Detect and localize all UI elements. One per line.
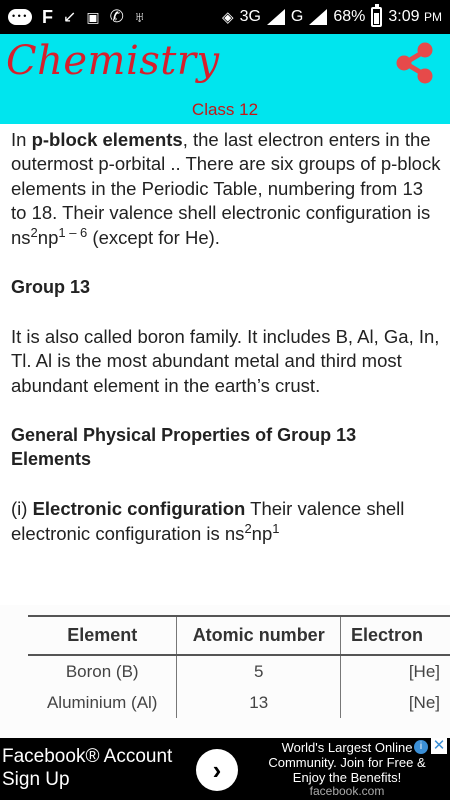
network-type: 3G (239, 8, 261, 25)
ad-info-icon[interactable]: i (414, 740, 428, 754)
column-header: Atomic number (177, 616, 341, 655)
group-13-heading: Group 13 (11, 277, 91, 298)
whatsapp-icon: ✆ (109, 7, 124, 26)
table-cell: Aluminium (Al) (46, 693, 158, 712)
table-cell: Boron (B) (65, 662, 139, 681)
share-icon[interactable] (392, 40, 438, 86)
clock: 3:09 PM (388, 8, 442, 25)
table-header-row (28, 616, 450, 655)
ad-title[interactable]: Facebook® Account Sign Up (2, 746, 173, 790)
ad-open-arrow-icon[interactable]: › (196, 749, 238, 791)
table-cell: [He] (340, 655, 450, 687)
electronic-configuration-paragraph: (i) Electronic configuration Their valence shell electronic configuration is $ns^2np^1$ (11, 498, 405, 544)
app-title: Chemistry (6, 38, 220, 84)
missed-call-icon: ↙ (63, 9, 77, 26)
element-table (28, 615, 450, 718)
battery-icon (371, 7, 382, 27)
class-label: Class 12 (191, 100, 259, 119)
app-header (0, 34, 450, 94)
ad-close-icon[interactable]: ✕ (432, 737, 446, 754)
usb-debugging-icon: ♅ (133, 8, 146, 26)
status-bar (0, 0, 450, 34)
ad-body-text[interactable]: World's Largest Online Community. Join for Free & Enjoy the Benefits! (268, 740, 426, 785)
network-type-2: G (290, 8, 304, 25)
wifi-hotspot-icon: ◈ (222, 9, 234, 26)
table-cell: 13 (177, 687, 341, 718)
signal-strength-icon (267, 9, 285, 25)
ad-domain: facebook.com (309, 784, 385, 798)
subtitle-bar (0, 94, 450, 124)
configuration-table (0, 605, 450, 740)
table-row (28, 687, 450, 718)
battery-percent: 68% (333, 8, 366, 25)
table-cell: 5 (177, 655, 341, 687)
ad-banner[interactable] (0, 738, 450, 800)
carrier-app-icon: F (42, 6, 53, 27)
properties-heading: General Physical Properties of Group 13 Elements (11, 425, 357, 470)
table-cell: [Ne] (340, 687, 450, 718)
intro-paragraph: In p-block elements, the last electron enters in the outermost p-orbital .. There are six groups of p-block elements in the Periodic Table, numbering from 13 to 18. Their valence shell electronic configuration is $ns^2np^{1 - 6}$ (except for He). (11, 129, 441, 248)
chat-notification-icon (8, 9, 32, 25)
column-header: Electron (340, 616, 450, 655)
table-row (28, 655, 450, 687)
group-13-paragraph: It is also called boron family. It includes B, Al, Ga, In, Tl. Al is the most abundant metal and third most abundant element in the earth’s crust. (11, 326, 440, 396)
signal-strength-2-icon (309, 9, 327, 25)
column-header: Element (28, 616, 177, 655)
gallery-icon: ▣ (86, 8, 100, 25)
